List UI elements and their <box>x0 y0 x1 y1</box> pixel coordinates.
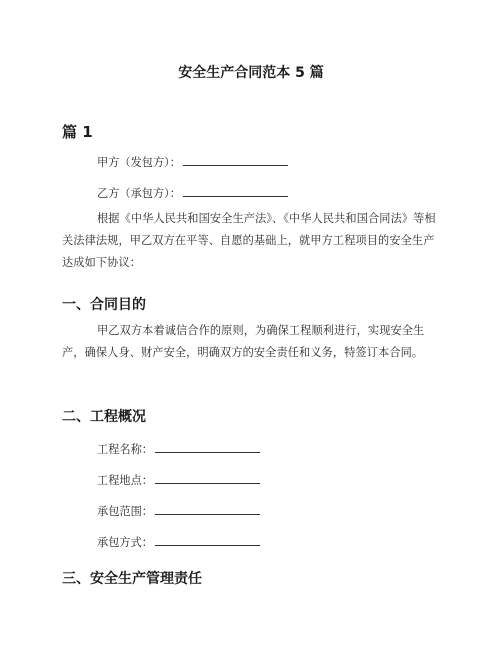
section-2-heading: 二、工程概况 <box>62 409 146 425</box>
document-title: 安全生产合同范本 5 篇 <box>178 65 324 81</box>
contract-method-label: 承包方式： <box>97 536 153 549</box>
contract-method-blank-line <box>155 534 260 546</box>
project-location-field <box>97 472 260 489</box>
project-name-field <box>97 441 260 458</box>
party-b-blank-line <box>183 185 288 197</box>
project-location-label: 工程地点： <box>97 474 153 487</box>
contract-scope-field <box>97 503 260 520</box>
part-heading: 篇 1 <box>62 123 93 141</box>
party-b-label: 乙方（承包方）： <box>97 187 181 200</box>
section-1-heading: 一、合同目的 <box>62 297 146 313</box>
project-name-label: 工程名称： <box>97 443 153 456</box>
contract-scope-blank-line <box>155 503 260 515</box>
party-a-label: 甲方（发包方）： <box>97 156 181 169</box>
party-a-field <box>97 154 288 171</box>
party-b-field <box>97 185 288 202</box>
party-a-blank-line <box>183 154 288 166</box>
contract-method-field <box>97 534 260 551</box>
contract-scope-label: 承包范围： <box>97 505 153 518</box>
project-location-blank-line <box>155 472 260 484</box>
section-3-heading: 三、安全生产管理责任 <box>62 571 202 587</box>
project-name-blank-line <box>155 441 260 453</box>
section-1-paragraph: 甲乙双方本着诚信合作的原则，为确保工程顺利进行，实现安全生产，确保人身、财产安全，明确双方的安全责任和义务，特签订本合同。 <box>62 324 425 359</box>
intro-paragraph: 根据《中华人民共和国安全生产法》、《中华人民共和国合同法》等相关法律法规，甲乙双方在平等、自愿的基础上，就甲方工程项目的安全生产达成如下协议： <box>62 212 436 269</box>
